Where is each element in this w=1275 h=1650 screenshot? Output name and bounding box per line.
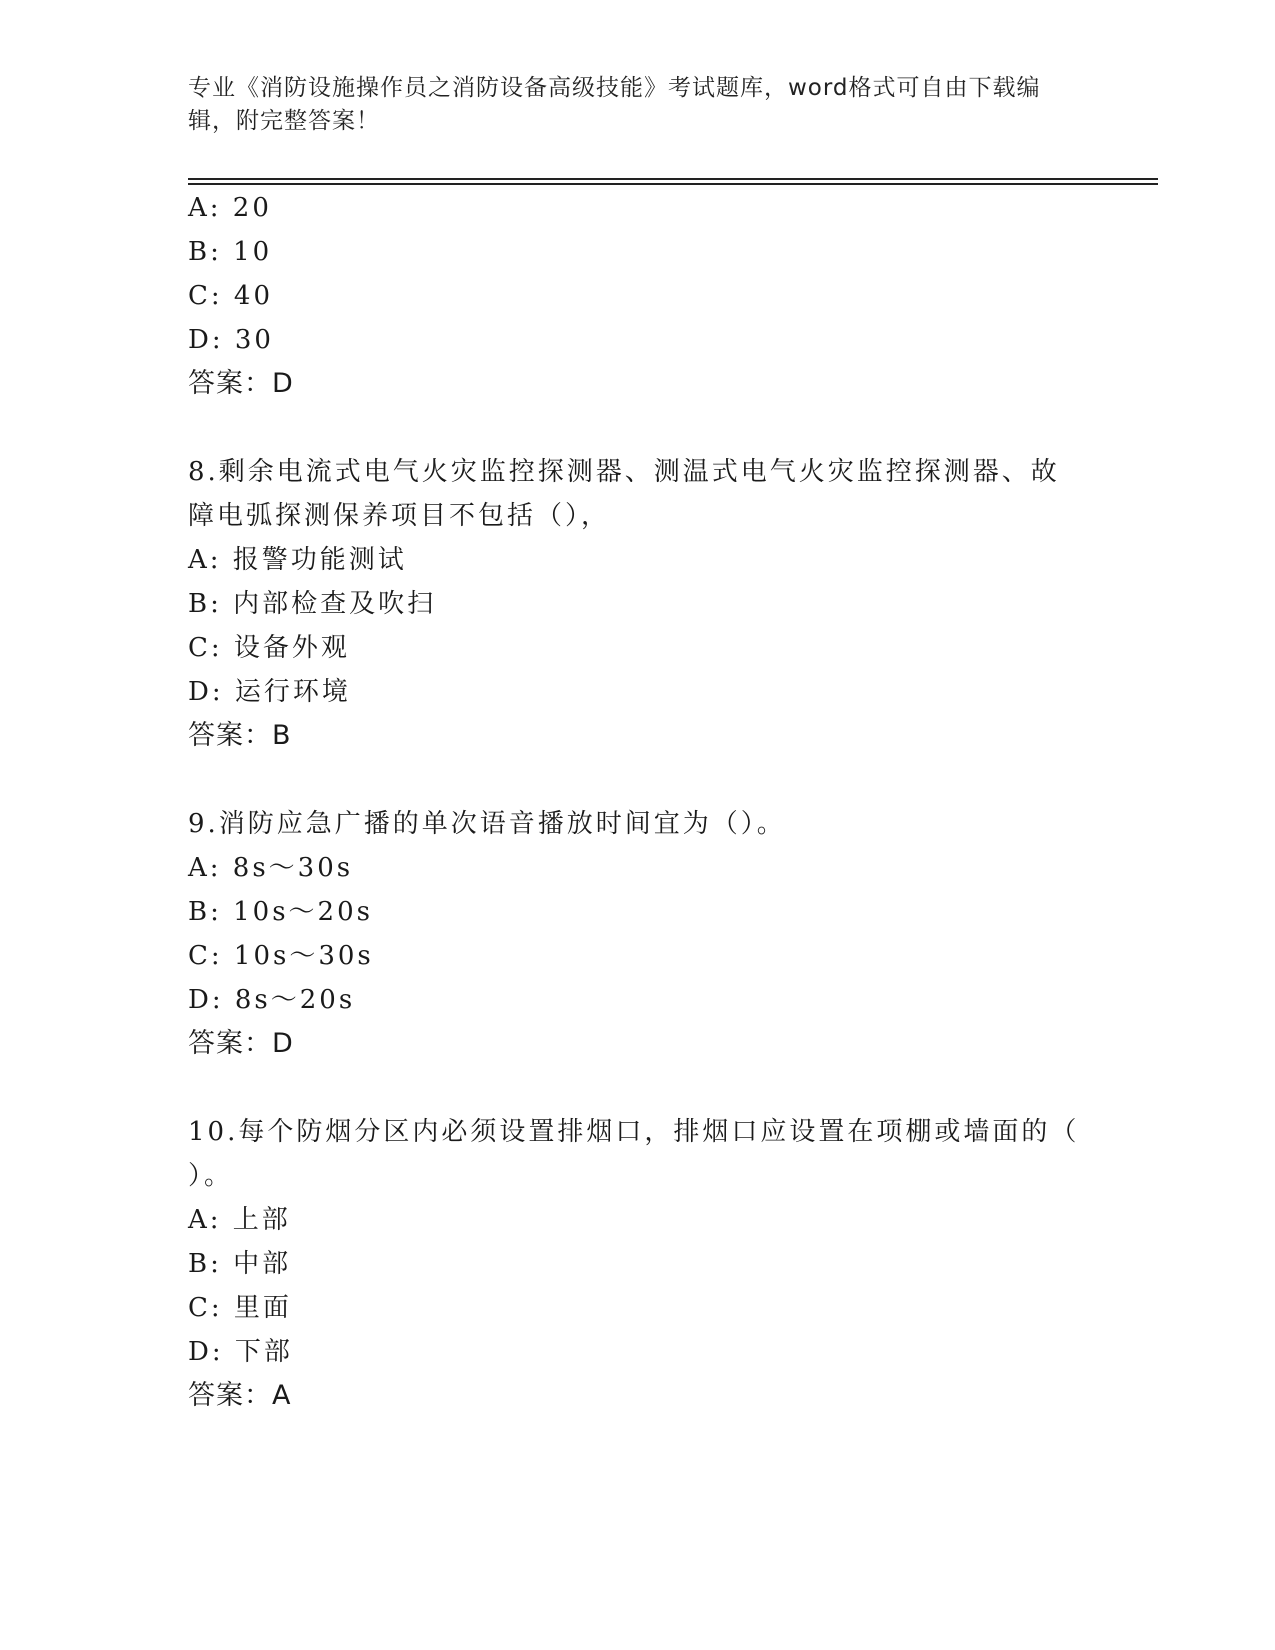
- header-line-1: 专业《消防设施操作员之消防设备高级技能》考试题库，word格式可自由下载编: [188, 75, 1041, 101]
- q9-option-a: A: 8s～30s: [188, 853, 354, 883]
- q9-option-d: D: 8s～20s: [188, 985, 356, 1015]
- q10-answer: 答案：A: [188, 1380, 292, 1411]
- q10-option-d: D: 下部: [188, 1337, 293, 1367]
- q7-option-c: C: 40: [188, 281, 274, 311]
- header-divider-bottom: [188, 183, 1158, 185]
- header-divider-top: [188, 178, 1158, 180]
- q10-stem-line-2: ）。: [188, 1161, 234, 1191]
- q7-option-a: A: 20: [188, 193, 272, 223]
- q10-stem-line-1: 10.每个防烟分区内必须设置排烟口，排烟口应设置在项棚或墙面的（: [188, 1117, 1080, 1147]
- q10-option-b: B: 中部: [188, 1249, 292, 1279]
- q9-stem: 9.消防应急广播的单次语音播放时间宜为（）。: [188, 809, 786, 839]
- q7-answer: 答案：D: [188, 368, 294, 399]
- q9-option-b: B: 10s～20s: [188, 897, 373, 927]
- q8-option-a: A: 报警功能测试: [188, 545, 407, 575]
- q7-option-d: D: 30: [188, 325, 274, 355]
- q10-option-c: C: 里面: [188, 1293, 292, 1323]
- q7-option-b: B: 10: [188, 237, 273, 267]
- document-header: [188, 72, 1068, 138]
- q8-stem-line-2: 障电弧探测保养项目不包括（），: [188, 501, 611, 531]
- q9-answer: 答案：D: [188, 1028, 294, 1059]
- q8-stem-line-1: 8.剩余电流式电气火灾监控探测器、测温式电气火灾监控探测器、故: [188, 457, 1060, 487]
- header-line-2: 辑，附完整答案！: [188, 108, 380, 134]
- q9-option-c: C: 10s～30s: [188, 941, 374, 971]
- q8-option-d: D: 运行环境: [188, 677, 351, 707]
- q8-answer: 答案：B: [188, 720, 292, 751]
- q8-option-c: C: 设备外观: [188, 633, 350, 663]
- q8-option-b: B: 内部检查及吹扫: [188, 589, 437, 619]
- q10-option-a: A: 上部: [188, 1205, 291, 1235]
